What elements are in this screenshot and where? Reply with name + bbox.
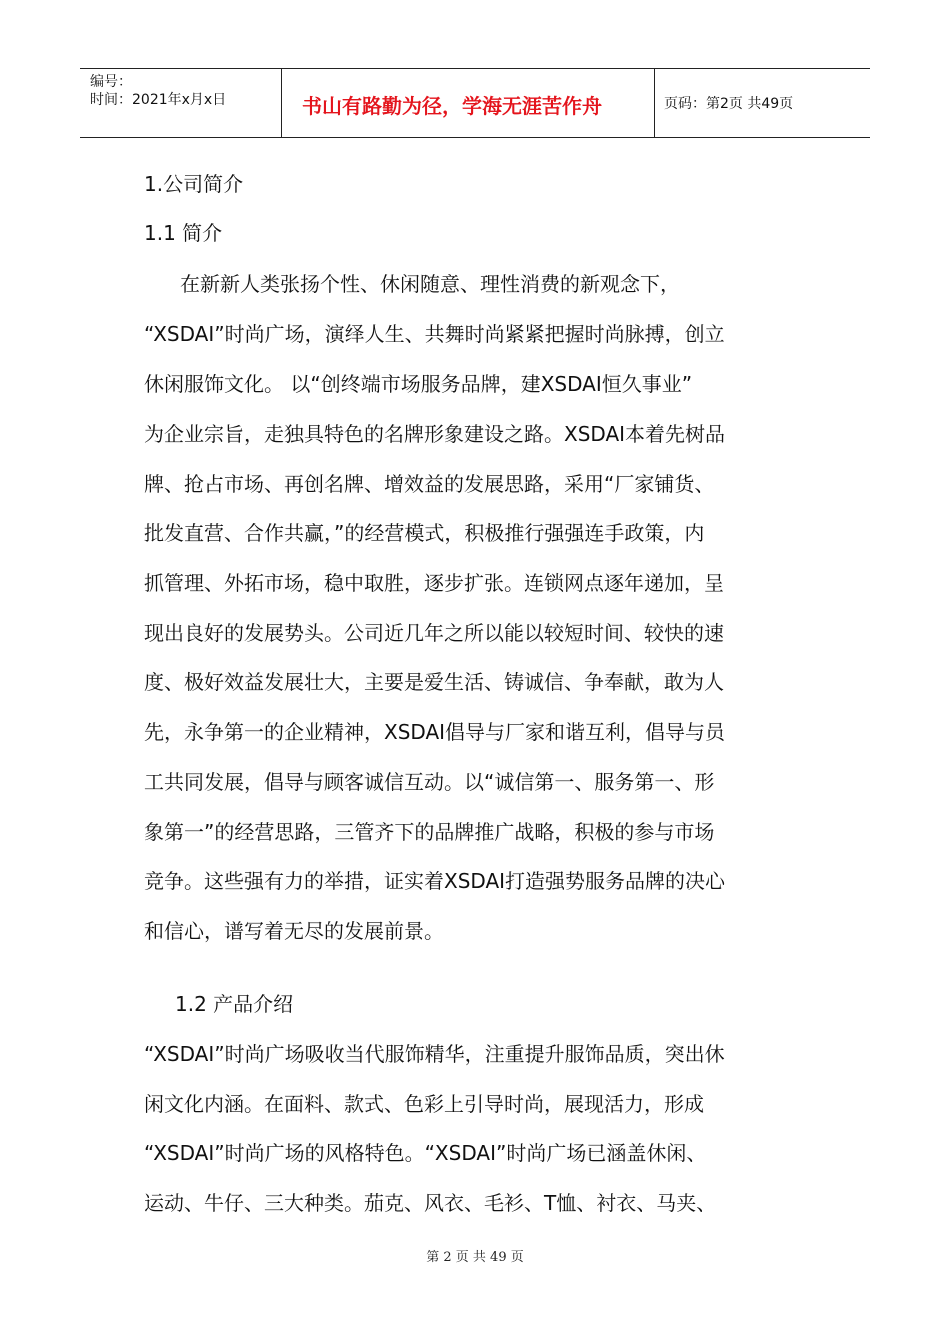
subsection-title: 1.2 产品介绍 bbox=[175, 992, 294, 1016]
header-meta-cell bbox=[80, 69, 281, 137]
paragraph-line: 现出良好的发展势头。公司近几年之所以能以较短时间、较快的速 bbox=[144, 621, 724, 645]
paragraph-line: 度、极好效益发展壮大，主要是爱生活、铸诚信、争奉献，敢为人 bbox=[144, 670, 724, 694]
number-label: 编号： bbox=[90, 74, 132, 90]
paragraph-line: 在新新人类张扬个性、休闲随意、理性消费的新观念下， bbox=[180, 272, 680, 296]
paragraph-line: “XSDAI”时尚广场的风格特色。“XSDAI”时尚广场已涵盖休闲、 bbox=[144, 1141, 707, 1165]
paragraph-line: “XSDAI”时尚广场，演绎人生、共舞时尚紧紧把握时尚脉搏，创立 bbox=[144, 322, 725, 346]
paragraph-line: 工共同发展，倡导与顾客诚信互动。以“诚信第一、服务第一、形 bbox=[144, 770, 715, 794]
section-title: 1.公司简介 bbox=[144, 172, 244, 196]
time-label: 时间：2021年x月x日 bbox=[90, 92, 227, 108]
paragraph-line: 竞争。这些强有力的举措，证实着XSDAI打造强势服务品牌的决心 bbox=[144, 869, 726, 893]
paragraph-line: 先，永争第一的企业精神，XSDAI倡导与厂家和谐互利，倡导与员 bbox=[144, 720, 726, 744]
header-motto-cell bbox=[281, 69, 655, 137]
paragraph-line: 象第一”的经营思路，三管齐下的品牌推广战略，积极的参与市场 bbox=[144, 820, 715, 844]
paragraph-line: 牌、抢占市场、再创名牌、增效益的发展思路，采用“厂家铺货、 bbox=[144, 472, 715, 496]
page-footer: 第 2 页 共 49 页 bbox=[426, 1250, 524, 1265]
paragraph-line: 批发直营、合作共赢，”的经营模式，积极推行强强连手政策，内 bbox=[144, 521, 705, 545]
paragraph-line: 和信心，谱写着无尽的发展前景。 bbox=[144, 919, 444, 943]
paragraph-line: 休闲服饰文化。 以“创终端市场服务品牌，建XSDAI恒久事业” bbox=[144, 372, 693, 396]
paragraph-line: 闲文化内涵。在面料、款式、色彩上引导时尚，展现活力，形成 bbox=[144, 1092, 704, 1116]
header-page-cell bbox=[654, 69, 870, 137]
paragraph-line: “XSDAI”时尚广场吸收当代服饰精华，注重提升服饰品质，突出休 bbox=[144, 1042, 725, 1066]
subsection-title: 1.1 简介 bbox=[144, 221, 223, 245]
page-code: 页码：第2页 共49页 bbox=[664, 96, 794, 112]
motto-text: 书山有路勤为径，学海无涯苦作舟 bbox=[302, 94, 602, 118]
paragraph-line: 运动、牛仔、三大种类。茄克、风衣、毛衫、T恤、衬衣、马夹、 bbox=[144, 1191, 717, 1215]
paragraph-line: 抓管理、外拓市场，稳中取胜，逐步扩张。连锁网点逐年递加，呈 bbox=[144, 571, 724, 595]
page-header bbox=[80, 68, 870, 138]
paragraph-line: 为企业宗旨，走独具特色的名牌形象建设之路。XSDAI本着先树品 bbox=[144, 422, 726, 446]
